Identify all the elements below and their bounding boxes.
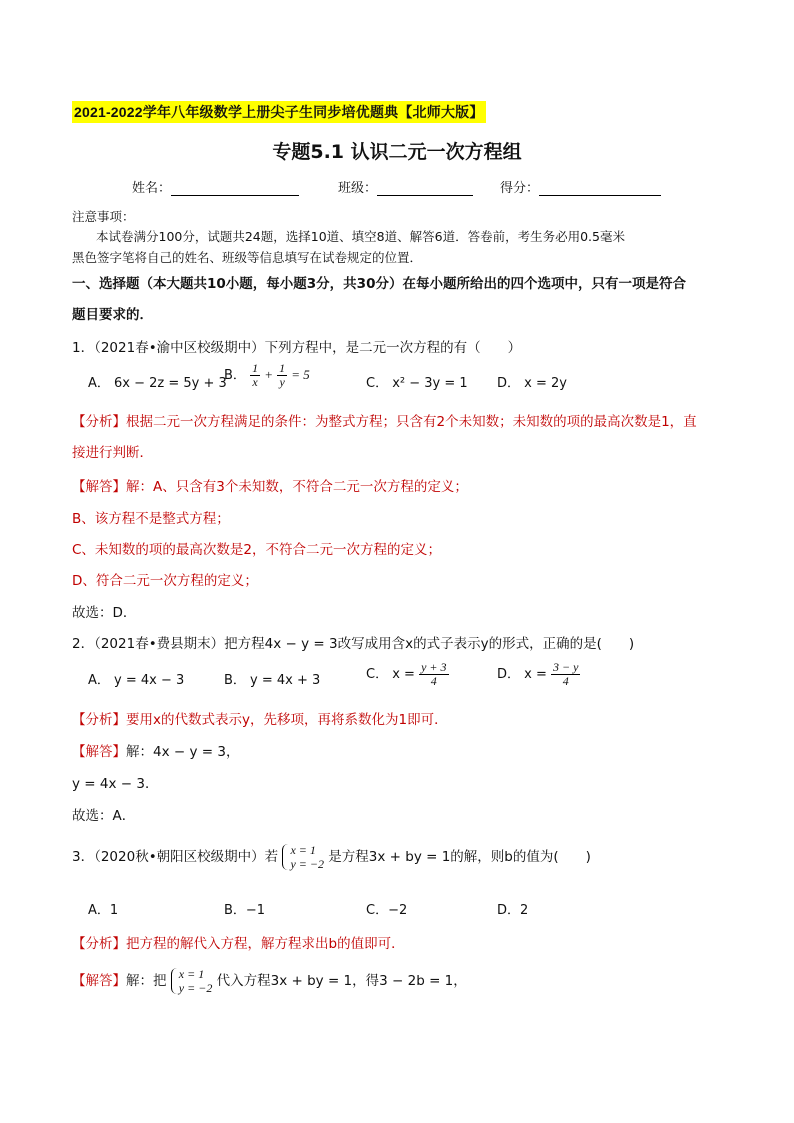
fraction-1-over-x: $\frac{1}{x}$ xyxy=(252,361,259,389)
q3-stem xyxy=(72,843,591,871)
q2-option-c-label: C． x = xyxy=(366,667,415,682)
q2-option-c-fraction: $\frac{y + 3}{4}$ xyxy=(421,660,447,688)
answer-tag: 【解答】 xyxy=(72,973,126,989)
q1-answer-text-1: 解：A、只含有3个未知数，不符合二元一次方程的定义； xyxy=(126,479,468,495)
class-field[interactable] xyxy=(338,177,473,196)
score-label: 得分： xyxy=(500,181,540,196)
page-title: 专题5.1 认识二元一次方程组 xyxy=(272,141,522,163)
q1-option-d[interactable]: D． x = 2y xyxy=(497,376,567,391)
q2-answer-text-1: 解：4x − y = 3， xyxy=(126,744,240,760)
q1-answer-line-4: D、符合二元一次方程的定义； xyxy=(72,573,258,589)
name-field[interactable] xyxy=(132,177,299,196)
q3-option-c[interactable]: C．−2 xyxy=(366,903,408,918)
q1-answer-line-2: B、该方程不是整式方程； xyxy=(72,511,230,527)
q1-analysis-line-1: 【分析】根据二元一次方程满足的条件：为整式方程；只含有2个未知数；未知数的项的最高次数是1，直 xyxy=(72,414,697,430)
score-field[interactable] xyxy=(500,177,661,196)
q2-answer-line-2: y = 4x − 3． xyxy=(72,776,159,792)
notes-line-2: 黑色签字笔将自己的姓名、班级等信息填写在试卷规定的位置． xyxy=(72,250,423,265)
q2-option-b[interactable]: B． y = 4x + 3 xyxy=(224,673,321,688)
q3-analysis: 【分析】把方程的解代入方程，解方程求出b的值即可． xyxy=(72,936,405,952)
q1-option-a[interactable]: A． 6x − 2z = 5y + 3 xyxy=(88,376,227,391)
section-heading-line-2: 题目要求的． xyxy=(72,307,153,323)
q2-option-c[interactable] xyxy=(366,661,449,688)
series-header: 2021-2022学年八年级数学上册尖子生同步培优题典【北师大版】 xyxy=(72,101,486,123)
score-blank[interactable] xyxy=(539,183,661,196)
q3-option-d[interactable]: D．2 xyxy=(497,903,529,918)
q3-stem-pre: 3．（2020秋•朝阳区校级期中）若 xyxy=(72,849,279,865)
class-label: 班级： xyxy=(338,181,378,196)
q2-option-d-fraction: $\frac{3 - y}{4}$ xyxy=(553,660,579,688)
notes-heading: 注意事项： xyxy=(72,209,135,224)
q3-answer-pre: 解：把 xyxy=(126,973,167,989)
q2-analysis: 【分析】要用x的代数式表示y，先移项，再将系数化为1即可． xyxy=(72,712,448,728)
q2-option-a[interactable]: A． y = 4x − 3 xyxy=(88,673,185,688)
q1-answer-line-1 xyxy=(72,475,468,495)
name-blank[interactable] xyxy=(171,183,299,196)
q1-stem: 1．（2021春•渝中区校级期中）下列方程中，是二元一次方程的有（ ） xyxy=(72,340,522,356)
q2-choice: 故选：A． xyxy=(72,808,136,824)
q1-option-b[interactable]: B． $\frac{1}{x}$ + $\frac{1}{y}$ = 5 xyxy=(224,361,310,389)
q1-answer-line-3: C、未知数的项的最高次数是2，不符合二元一次方程的定义； xyxy=(72,542,442,558)
q2-stem: 2．（2021春•费县期末）把方程4x − y = 3改写成用含x的式子表示y的形式，正确的是( ) xyxy=(72,636,635,652)
q2-option-d-label: D． x = xyxy=(497,667,547,682)
answer-tag: 【解答】 xyxy=(72,744,126,760)
q3-answer-equation-system: x = 1 y = −2 xyxy=(171,967,213,995)
q3-stem-post: 是方程3x + by = 1的解，则b的值为( ) xyxy=(328,849,591,865)
q1-analysis-line-2: 接进行判断． xyxy=(72,445,153,461)
name-label: 姓名： xyxy=(132,181,172,196)
q1-choice: 故选：D． xyxy=(72,605,137,621)
q3-equation-system: x = 1 y = −2 xyxy=(282,843,324,871)
q1-option-c[interactable]: C． x² − 3y = 1 xyxy=(366,376,468,391)
section-heading-line-1: 一、选择题（本大题共10小题，每小题3分，共30分）在每小题所给出的四个选项中，只有一项是符合 xyxy=(72,276,686,292)
notes-line-1: 本试卷满分100分，试题共24题，选择10道、填空8道、解答6道．答卷前，考生务必用0.5毫米 xyxy=(96,229,625,244)
q3-answer-post: 代入方程3x + by = 1，得3 − 2b = 1， xyxy=(216,973,467,989)
q3-option-b[interactable]: B．−1 xyxy=(224,903,266,918)
q3-option-a[interactable]: A．1 xyxy=(88,903,119,918)
q3-answer-line-1 xyxy=(72,967,467,995)
class-blank[interactable] xyxy=(377,183,473,196)
fraction-1-over-y: $\frac{1}{y}$ xyxy=(279,361,286,389)
q1-option-b-tail: = 5 xyxy=(291,367,310,382)
q2-answer-line-1 xyxy=(72,740,239,760)
q1-option-b-label: B． xyxy=(224,368,246,383)
q2-option-d[interactable] xyxy=(497,661,580,688)
answer-tag: 【解答】 xyxy=(72,479,126,495)
